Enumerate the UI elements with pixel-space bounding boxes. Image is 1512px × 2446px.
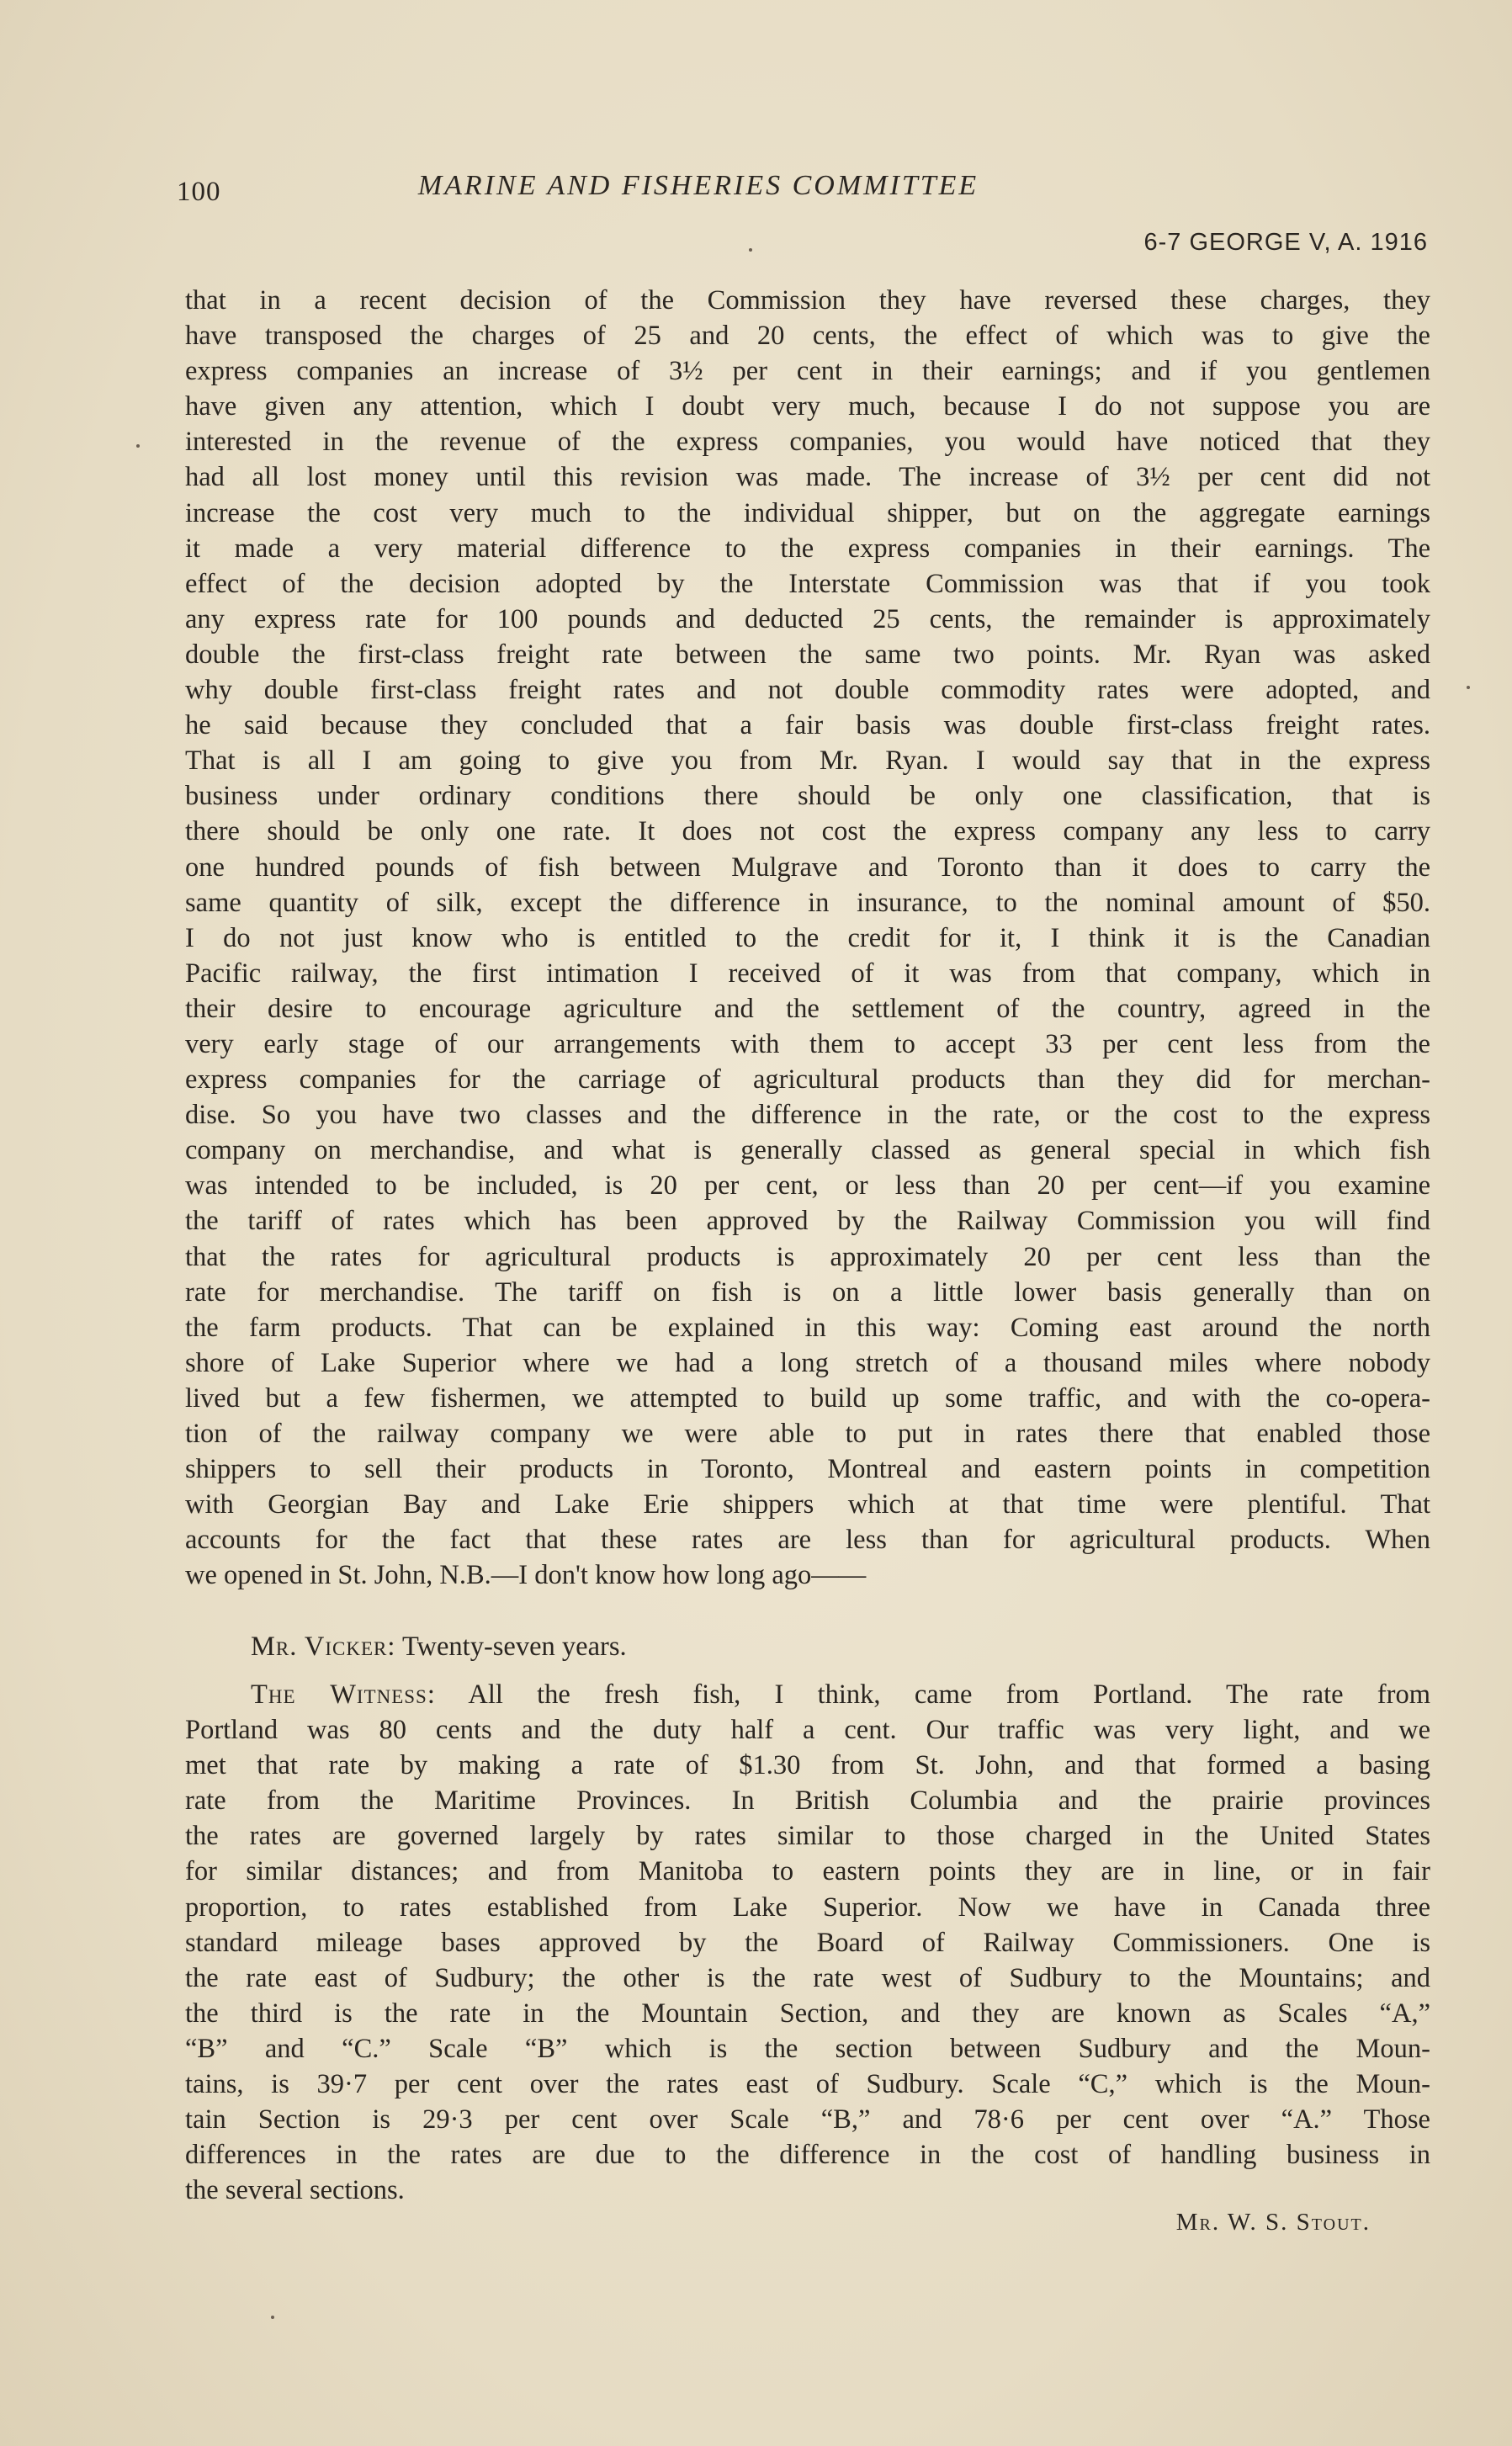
text-line: their desire to encourage agriculture and the settlement of the country, agreed in the	[185, 993, 1430, 1024]
page-header	[177, 170, 1220, 212]
text-line: tion of the railway company we were able to put in rates there that enabled those	[185, 1419, 1430, 1449]
text-line: for similar distances; and from Manitoba to eastern points they are in line, or in fair	[185, 1856, 1430, 1887]
text-line: double the first-class freight rate between the same two points. Mr. Ryan was asked	[185, 639, 1430, 670]
text-line: that the rates for agricultural products is approximately 20 per cent less than the	[185, 1241, 1430, 1272]
page-number: 100	[177, 177, 221, 207]
text-line: the several sections.	[185, 2175, 405, 2206]
text-line: the tariff of rates which has been approved by the Railway Commission you will find	[185, 1206, 1430, 1237]
text-line: “B” and “C.” Scale “B” which is the section between Sudbury and the Moun-	[185, 2033, 1430, 2064]
text-line: there should be only one rate. It does not cost the express company any less to carry	[185, 816, 1430, 847]
text-line: why double first-class freight rates and not double commodity rates were adopted, and	[185, 675, 1430, 706]
witness-statement	[185, 1677, 1430, 2208]
text-line: same quantity of silk, except the difference in insurance, to the nominal amount of $50.	[185, 887, 1430, 918]
text-line: with Georgian Bay and Lake Erie shippers which at that time were plentiful. That	[185, 1489, 1430, 1520]
text-line: it made a very material difference to the express companies in their earnings. The	[185, 533, 1430, 564]
text-line: effect of the decision adopted by the Interstate Commission was that if you took	[185, 568, 1430, 599]
text-line: the rates are governed largely by rates similar to those charged in the United States	[185, 1821, 1430, 1852]
vicker-statement	[185, 1629, 1430, 1664]
text-line: standard mileage bases approved by the Board of Railway Commissioners. One is	[185, 1927, 1430, 1958]
text-line: interested in the revenue of the express companies, you would have noticed that they	[185, 427, 1430, 458]
text-line: have transposed the charges of 25 and 20 cents, the effect of which was to give the	[185, 321, 1430, 352]
vicker-line	[185, 1629, 1430, 1664]
witness-first-line	[185, 1677, 1430, 1712]
text-line: met that rate by making a rate of $1.30 from St. John, and that formed a basing	[185, 1750, 1430, 1781]
text-line: shippers to sell their products in Toronto, Montreal and eastern points in competition	[185, 1454, 1430, 1485]
text-line: tain Section is 29·3 per cent over Scale “B,” and 78·6 per cent over “A.” Those	[185, 2104, 1430, 2136]
text-line: very early stage of our arrangements with them to accept 33 per cent less from the	[185, 1028, 1430, 1059]
text-line: lived but a few fishermen, we attempted to build up some traffic, and with the co-opera-	[185, 1382, 1430, 1414]
running-title: MARINE AND FISHERIES COMMITTEE	[417, 170, 979, 201]
text-line: express companies for the carriage of agricultural products than they did for merchan-	[185, 1064, 1430, 1096]
speech-text: Twenty-seven years.	[401, 1632, 627, 1662]
text-line: the farm products. That can be explained in this way: Coming east around the north	[185, 1312, 1430, 1343]
text-line: one hundred pounds of fish between Mulgrave and Toronto than it does to carry the	[185, 852, 1430, 883]
print-speck	[271, 2316, 274, 2319]
signature: Mr. W. S. Stout.	[1175, 2209, 1371, 2236]
text-line: have given any attention, which I doubt very much, because I do not suppose you are	[185, 391, 1430, 422]
text-line: That is all I am going to give you from Mr. Ryan. I would say that in the express	[185, 745, 1430, 777]
text-line: proportion, to rates established from Lake Superior. Now we have in Canada three	[185, 1892, 1430, 1923]
text-line: increase the cost very much to the individual shipper, but on the aggregate earnings	[185, 497, 1430, 528]
text-line: dise. So you have two classes and the difference in the rate, or the cost to the express	[185, 1100, 1430, 1131]
print-speck	[136, 444, 140, 448]
text-line: business under ordinary conditions there should be only one classification, that is	[185, 781, 1430, 812]
text-line: that in a recent decision of the Commission they have reversed these charges, they	[185, 285, 1430, 316]
text-line: he said because they concluded that a fair basis was double first-class freight rates.	[185, 710, 1430, 741]
text-line: the third is the rate in the Mountain Section, and they are known as Scales “A,”	[185, 1998, 1430, 2029]
text-line: differences in the rates are due to the difference in the cost of handling business in	[185, 2140, 1430, 2171]
text-line: any express rate for 100 pounds and deducted 25 cents, the remainder is approximately	[185, 603, 1430, 634]
text-line: shore of Lake Superior where we had a long stretch of a thousand miles where nobody	[185, 1347, 1430, 1378]
text-line: we opened in St. John, N.B.—I don't know how long ago——	[185, 1560, 867, 1591]
speaker-name: Mr. Vicker:	[251, 1632, 396, 1662]
text-line: the rate east of Sudbury; the other is the rate west of Sudbury to the Mountains; and	[185, 1962, 1430, 1993]
speech-text: All the fresh fish, I think, came from Portland. The rate from	[468, 1679, 1430, 1710]
text-line: Portland was 80 cents and the duty half a cent. Our traffic was very light, and we	[185, 1715, 1430, 1746]
text-line: tains, is 39·7 per cent over the rates east of Sudbury. Scale “C,” which is the Moun-	[185, 2069, 1430, 2100]
text-line: had all lost money until this revision was made. The increase of 3½ per cent did not	[185, 462, 1430, 493]
print-speck	[749, 248, 752, 252]
body-paragraph	[185, 283, 1430, 1593]
text-line: accounts for the fact that these rates are less than for agricultural products. When	[185, 1525, 1430, 1556]
text-line: was intended to be included, is 20 per cent, or less than 20 per cent—if you examine	[185, 1170, 1430, 1202]
session-reference: 6-7 GEORGE V, A. 1916	[1143, 229, 1428, 256]
text-line: express companies an increase of 3½ per cent in their earnings; and if you gentlemen	[185, 356, 1430, 387]
text-line: company on merchandise, and what is generally classed as general special in which fish	[185, 1135, 1430, 1166]
text-line: I do not just know who is entitled to the credit for it, I think it is the Canadian	[185, 922, 1430, 953]
text-line: rate for merchandise. The tariff on fish is on a little lower basis generally than on	[185, 1276, 1430, 1308]
speaker-name: The Witness:	[251, 1679, 436, 1710]
print-speck	[1467, 686, 1470, 689]
text-line: rate from the Maritime Provinces. In British Columbia and the prairie provinces	[185, 1785, 1430, 1817]
text-line: Pacific railway, the first intimation I received of it was from that company, which in	[185, 958, 1430, 989]
